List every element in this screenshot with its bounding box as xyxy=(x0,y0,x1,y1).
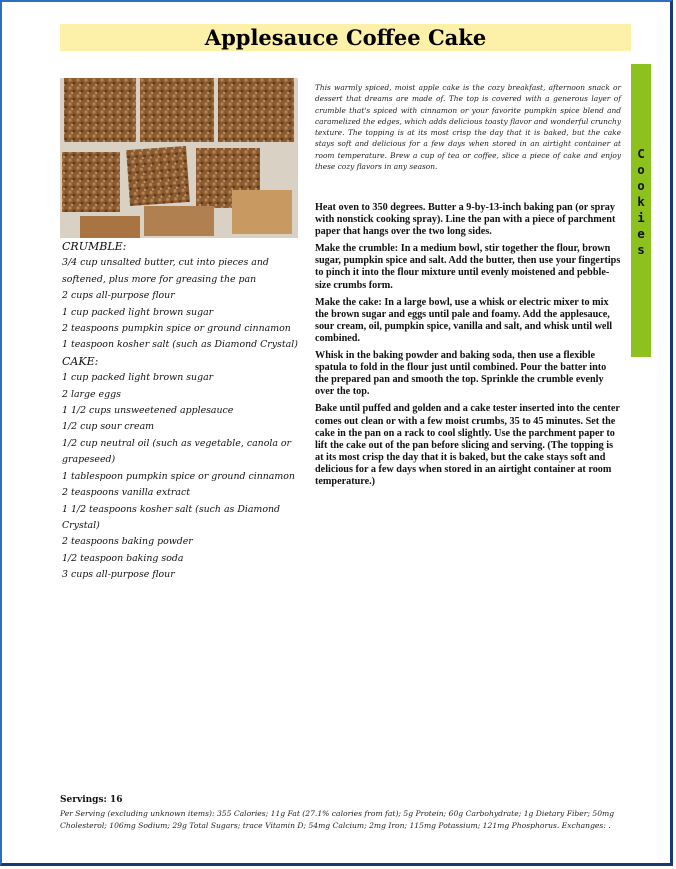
direction-step: Bake until puffed and golden and a cake tester inserted into the center comes out clean or with a few moist crumbs, 35 to 45 minutes. Set the cake in the pan on a rack to cool slightly. Use the parchment paper to lift the cake out of the pan before slicing and serving. (The topping is at its most crisp the day that it is baked, but the cake stays soft and delicious for a few days when stored in an airtight container at room temperature.) xyxy=(315,403,620,487)
direction-step: Heat oven to 350 degrees. Butter a 9-by-13-inch baking pan (or spray with nonstick cooking spray). Line the pan with a piece of parchment paper that hangs over the two long sides. xyxy=(315,202,616,238)
ingredient-item: 2 cups all-purpose flour xyxy=(62,290,175,302)
ingredient-item: 1 cup packed light brown sugar xyxy=(62,372,214,384)
ingredient-item: 2 large eggs xyxy=(62,388,121,400)
category-tab-letter: C xyxy=(637,146,645,161)
category-tab-label xyxy=(631,146,651,258)
direction-step: Whisk in the baking powder and baking soda, then use a flexible spatula to fold in the flour just until combined. Pour the batter into the prepared pan and smooth the top. Sprinkle the crumble evenly over the top. xyxy=(315,350,607,398)
ingredient-item: 2 teaspoons vanilla extract xyxy=(62,487,190,499)
recipe-directions xyxy=(315,202,621,493)
ingredient-item: 1 teaspoon kosher salt (such as Diamond Crystal) xyxy=(62,339,298,351)
ingredient-item: 3/4 cup unsalted butter, cut into pieces and softened, plus more for greasing the pan xyxy=(62,257,269,285)
category-tab-letter: o xyxy=(637,178,645,193)
nutrition-info: Per Serving (excluding unknown items): 355 Calories; 11g Fat (27.1% calories from fat); 5g Protein; 60g Carbohydrate; 1g Dietary Fiber; 50mg Cholesterol; 106mg Sodium; 29g Total Sugars; trace Vitamin D; 54mg Calcium; 2mg Iron; 115mg Potassium; 121mg Phosphorus. Exchanges: . xyxy=(60,809,615,830)
ingredient-item: 1 tablespoon pumpkin spice or ground cinnamon xyxy=(62,470,295,482)
recipe-intro: This warmly spiced, moist apple cake is the cozy breakfast, afternoon snack or dessert that dreams are made of. The top is covered with a generous layer of crumble that's spiced with cinnamon or your favorite pumpkin spice blend and caramelized the edges, which adds delicious toasty flavor and wonderful crunchy texture. The topping is at its most crisp the day that it is baked, but the cake stays soft and delicious for a few days when stored in an airtight container at room temperature. Brew a cup of tea or coffee, slice a piece of cake and enjoy these cozy flavors in any season. xyxy=(315,83,621,172)
ingredient-item: 2 teaspoons pumpkin spice or ground cinnamon xyxy=(62,323,291,335)
ingredient-item: 1/2 cup neutral oil (such as vegetable, canola or grapeseed) xyxy=(62,437,292,466)
category-tab-letter: i xyxy=(637,210,645,225)
ingredient-section-header: CAKE: xyxy=(62,354,99,368)
ingredient-section-header: CRUMBLE: xyxy=(62,240,127,253)
recipe-title: Applesauce Coffee Cake xyxy=(60,24,631,51)
category-tab-letter: k xyxy=(637,194,645,209)
ingredient-item: 1/2 cup sour cream xyxy=(62,421,155,433)
ingredient-item: 1/2 teaspoon baking soda xyxy=(62,552,184,564)
servings: Servings: 16 xyxy=(60,795,123,805)
ingredient-list xyxy=(62,239,306,584)
ingredient-item: 1 1/2 cups unsweetened applesauce xyxy=(62,405,234,417)
ingredient-item: 2 teaspoons baking powder xyxy=(62,536,193,548)
category-tab-letter: e xyxy=(637,226,645,241)
direction-step: Make the crumble: In a medium bowl, stir together the flour, brown sugar, pumpkin spice and salt. Add the butter, then use your fingertips to pinch it into the flour mixture until evenly moistened and pebble-size crumbs form. xyxy=(315,243,621,291)
category-tab-letter: s xyxy=(637,242,645,257)
direction-step: Make the cake: In a large bowl, use a whisk or electric mixer to mix the brown sugar and eggs until pale and foamy. Add the applesauce, sour cream, oil, pumpkin spice, vanilla and salt, and whisk until well combined. xyxy=(315,296,613,344)
coffee-cake-image xyxy=(60,78,298,238)
ingredient-item: 1 cup packed light brown sugar xyxy=(62,306,214,318)
ingredient-item: 3 cups all-purpose flour xyxy=(62,569,175,581)
ingredient-item: 1 1/2 teaspoons kosher salt (such as Diamond Crystal) xyxy=(62,503,281,531)
category-tab-letter: o xyxy=(637,162,645,177)
recipe-photo xyxy=(60,78,298,238)
category-tab[interactable] xyxy=(631,64,651,357)
